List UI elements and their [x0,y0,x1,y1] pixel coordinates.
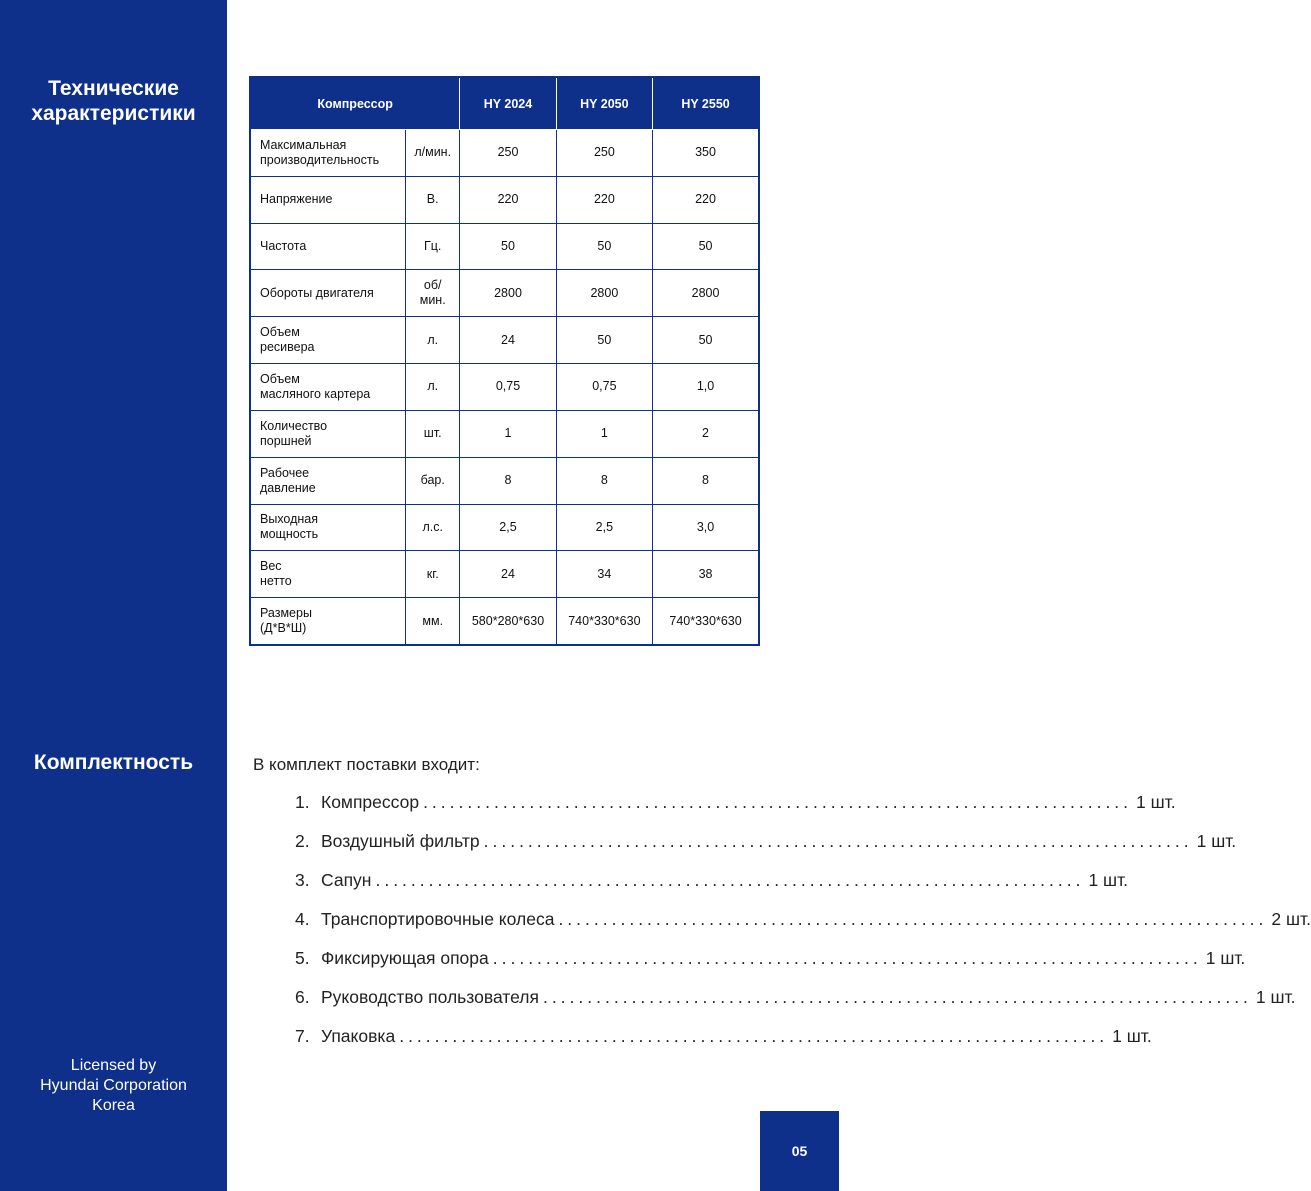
param-unit-line: л.с. [422,519,443,534]
item-name: Воздушный фильтр [321,831,480,851]
param-value: 2,5 [460,504,556,551]
param-name-line: давление [260,480,316,495]
list-item [295,987,1296,1026]
item-number: 4. [295,909,310,929]
param-name [250,130,406,177]
param-value: 250 [556,130,652,177]
param-name-line: масляного картера [260,386,371,401]
param-unit-line: В. [426,192,439,207]
param-unit [406,504,460,551]
dot-leader: ................................................................................ [558,909,1268,929]
license-line: Hyundai Corporation [40,1077,187,1094]
page-number: 05 [760,1111,839,1191]
table-row [250,410,759,457]
param-value: 50 [556,223,652,270]
item-name: Компрессор [321,792,420,812]
dot-leader: ................................................................................ [542,987,1252,1007]
item-quantity: 1 шт. [1196,831,1237,851]
item-quantity: 1 шт. [1205,948,1246,968]
param-unit [406,551,460,598]
param-unit-line: Гц. [424,239,442,254]
param-name-line: Размеры [260,606,312,621]
table-row [250,130,759,177]
item-number: 2. [295,831,310,851]
param-unit [406,457,460,504]
param-name-line: Объем [260,371,300,386]
item-quantity: 2 шт. [1271,909,1311,929]
param-unit-line: мин. [419,293,446,308]
section-title-kit: Комплектность [33,751,194,774]
param-value: 34 [556,551,652,598]
param-name-line: Количество [260,418,328,433]
param-value: 8 [653,457,759,504]
item-number: 3. [295,870,310,890]
table-row [250,176,759,223]
table-row [250,270,759,317]
param-name-line: Частота [260,239,307,254]
param-value: 1 [460,410,556,457]
table-row [250,364,759,411]
table-row [250,598,759,645]
param-name [250,176,406,223]
item-name: Фиксирующая опора [321,948,489,968]
header-model: HY 2550 [653,77,759,130]
item-quantity: 1 шт. [1112,1026,1152,1046]
param-unit-line: бар. [420,473,445,488]
param-name [250,410,406,457]
param-unit-line: л. [427,332,439,347]
param-unit-line: кг. [426,566,439,581]
table-row [250,223,759,270]
param-value: 220 [556,176,652,223]
param-value: 50 [653,317,759,364]
param-value: 0,75 [460,364,556,411]
kit-list [295,792,1311,1065]
param-value: 350 [653,130,759,177]
param-name-line: (Д*В*Ш) [260,621,307,636]
dot-leader: ................................................................................ [483,831,1193,851]
dot-leader: ................................................................................ [375,870,1085,890]
param-value: 580*280*630 [460,598,556,645]
param-value: 24 [460,317,556,364]
item-number: 1. [295,792,310,812]
header-model: HY 2050 [556,77,652,130]
param-value: 740*330*630 [556,598,652,645]
param-value: 740*330*630 [653,598,759,645]
param-unit-line: л/мин. [414,145,452,160]
dot-leader: ................................................................................ [399,1026,1109,1046]
section-title-specs [0,76,227,126]
param-unit [406,270,460,317]
param-value: 38 [653,551,759,598]
param-unit [406,130,460,177]
param-name-line: Обороты двигателя [260,285,374,300]
param-name-line: производительность [260,152,380,167]
param-name [250,364,406,411]
item-number: 6. [295,987,310,1007]
param-value: 2 [653,410,759,457]
kit-intro: В комплект поставки входит: [253,755,480,774]
list-item [295,948,1246,987]
license-text [0,1056,227,1116]
dot-leader: ................................................................................ [492,948,1202,968]
param-value: 24 [460,551,556,598]
param-value: 1,0 [653,364,759,411]
param-value: 220 [460,176,556,223]
param-value: 1 [556,410,652,457]
param-unit [406,364,460,411]
item-quantity: 1 шт. [1088,870,1129,890]
param-value: 50 [556,317,652,364]
param-value: 50 [460,223,556,270]
param-value: 8 [460,457,556,504]
param-value: 8 [556,457,652,504]
license-line: Licensed by [70,1057,157,1074]
list-item [295,870,1129,909]
param-name-line: Выходная [260,512,319,527]
param-unit [406,410,460,457]
param-value: 220 [653,176,759,223]
param-unit-line: мм. [422,613,444,628]
param-name-line: мощность [260,527,319,542]
param-name-line: Рабочее [260,465,310,480]
table-header-row [250,77,759,130]
param-name [250,551,406,598]
section-title-line: Технические [48,77,179,100]
param-unit [406,598,460,645]
header-model: HY 2024 [460,77,556,130]
param-unit [406,176,460,223]
sidebar [0,0,227,1191]
param-name [250,598,406,645]
item-quantity: 1 шт. [1255,987,1296,1007]
dot-leader: ................................................................................ [423,792,1133,812]
param-name-line: Объем [260,325,300,340]
param-name [250,317,406,364]
param-name-line: Максимальная [260,137,347,152]
list-item [295,1026,1152,1065]
param-value: 0,75 [556,364,652,411]
license-line: Korea [92,1097,135,1114]
param-value: 2800 [460,270,556,317]
header-compressor: Компрессор [250,77,460,130]
item-name: Руководство пользователя [321,987,539,1007]
param-name-line: Вес [260,559,282,574]
param-unit [406,223,460,270]
param-name [250,504,406,551]
param-name-line: нетто [260,574,292,589]
param-name [250,270,406,317]
param-value: 50 [653,223,759,270]
param-value: 3,0 [653,504,759,551]
list-item [295,831,1237,870]
param-unit-line: л. [427,379,439,394]
table-row [250,457,759,504]
param-value: 2,5 [556,504,652,551]
param-value: 250 [460,130,556,177]
param-name-line: ресивера [260,340,315,355]
table-row [250,551,759,598]
specs-table [249,76,760,646]
table-row [250,504,759,551]
param-name-line: поршней [260,433,312,448]
item-name: Упаковка [321,1026,396,1046]
param-name [250,223,406,270]
param-value: 2800 [556,270,652,317]
param-name-line: Напряжение [260,192,333,207]
section-title-line: характеристики [31,102,196,125]
param-unit [406,317,460,364]
param-unit-line: шт. [423,426,442,441]
table-row [250,317,759,364]
param-unit-line: об/ [423,278,442,293]
item-quantity: 1 шт. [1136,792,1176,812]
item-name: Транспортировочные колеса [321,909,555,929]
item-number: 7. [295,1026,310,1046]
list-item [295,792,1176,831]
list-item [295,909,1311,948]
param-name [250,457,406,504]
item-number: 5. [295,948,310,968]
param-value: 2800 [653,270,759,317]
item-name: Сапун [321,870,372,890]
